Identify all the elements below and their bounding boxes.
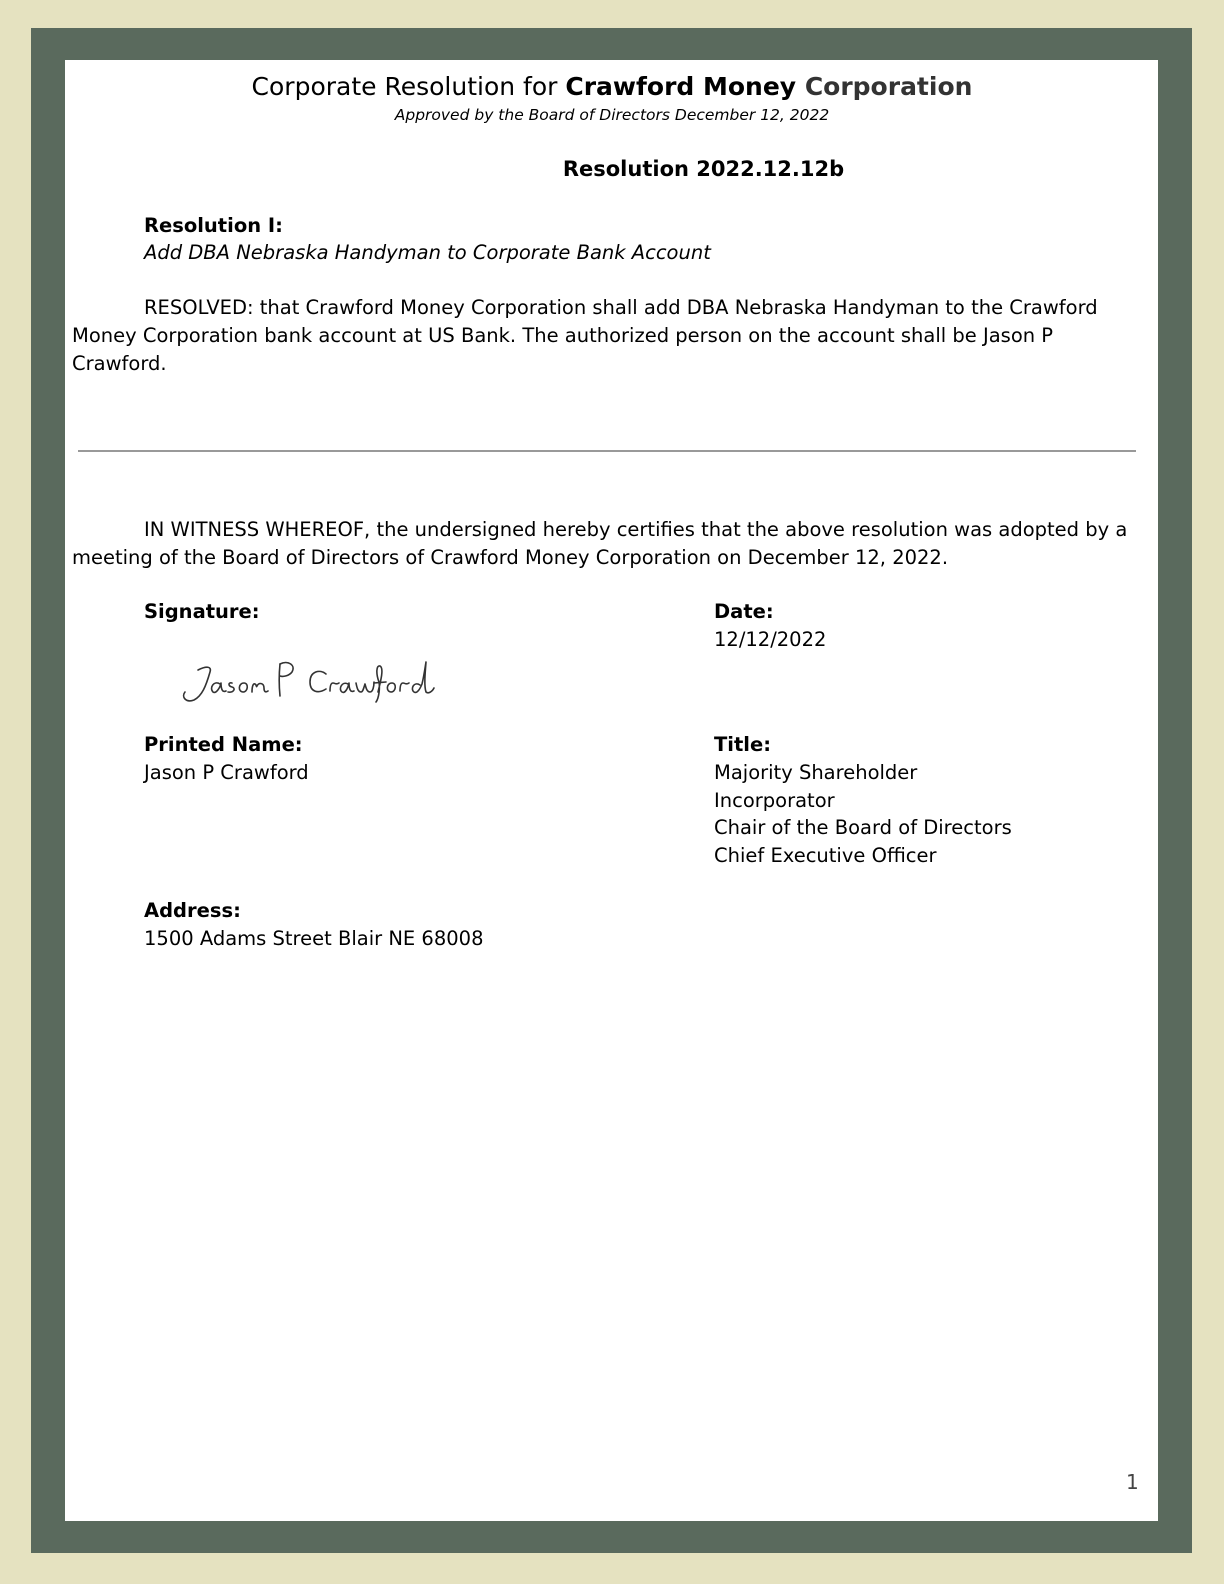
section-divider: [78, 450, 1136, 452]
address-label: Address:: [144, 899, 241, 922]
resolution-number: Resolution 2022.12.12b: [562, 157, 845, 181]
title-item: Incorporator: [714, 788, 835, 812]
title-item: Chair of the Board of Directors: [714, 816, 1012, 840]
handwritten-signature: [176, 650, 456, 714]
signature-label: Signature:: [144, 600, 260, 623]
title-label: Title:: [714, 733, 772, 756]
title-company-name: Crawford Money: [565, 72, 797, 101]
title-item: Chief Executive Officer: [714, 844, 937, 868]
title-item: Majority Shareholder: [714, 761, 918, 784]
document-title: [0, 70, 1224, 104]
address-value: 1500 Adams Street Blair NE 68008: [144, 927, 484, 950]
signature-image: [176, 650, 456, 714]
page-number: 1: [1126, 1470, 1139, 1494]
titles-list: [714, 759, 1012, 870]
witness-paragraph: IN WITNESS WHEREOF, the undersigned hereby certifies that the above resolution was adopted by a meeting of the Board of Directors of Crawford Money Corporation on December 12, 2022.: [72, 518, 1128, 569]
resolution-body: RESOLVED: that Crawford Money Corporation shall add DBA Nebraska Handyman to the Crawford Money Corporation bank account at US Bank. The authorized person on the account shall be Jason P Crawford.: [72, 296, 1098, 375]
date-label: Date:: [714, 600, 774, 623]
printed-name-value: Jason P Crawford: [144, 761, 309, 784]
title-prefix: Corporate Resolution for: [251, 72, 566, 101]
title-company-type: Corporation: [796, 72, 973, 101]
resolution-label: Resolution I:: [144, 214, 283, 237]
document-subtitle: Approved by the Board of Directors December 12, 2022: [394, 106, 830, 124]
resolution-caption: Add DBA Nebraska Handyman to Corporate Bank Account: [144, 241, 711, 264]
printed-name-label: Printed Name:: [144, 733, 303, 756]
date-value: 12/12/2022: [714, 628, 827, 651]
